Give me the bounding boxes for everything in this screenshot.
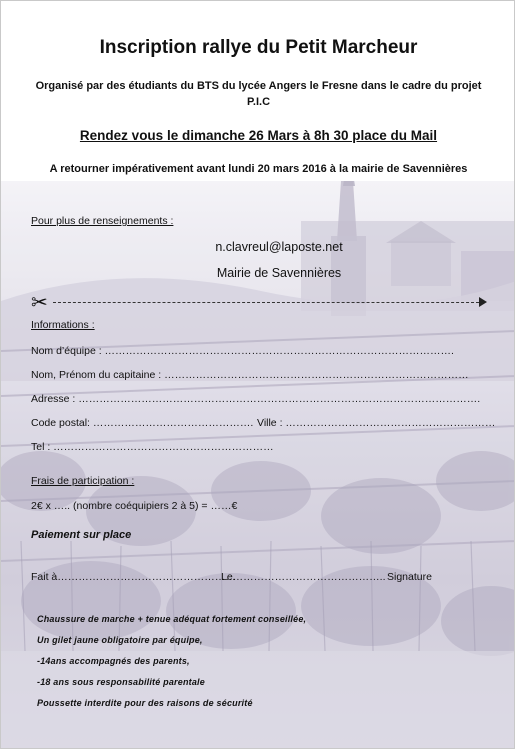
signature-label: Signature — [387, 571, 432, 583]
note-item: Poussette interdite pour des raisons de sécurité — [37, 698, 253, 708]
return-deadline: A retourner impérativement avant lundi 20 mars 2016 à la mairie de Savennières — [49, 163, 468, 175]
organizer-line: Organisé par des étudiants du BTS du lycée Angers le Fresne dans le cadre du projet P.I.C — [35, 80, 482, 108]
note-item: Chaussure de marche + tenue adéquat fortement conseillée, — [37, 614, 307, 624]
payment-note: Paiement sur place — [31, 529, 132, 541]
note-item: -14ans accompagnés des parents, — [37, 656, 190, 666]
captain-name-field[interactable]: Nom, Prénom du capitaine : …………………………………………………………………………… — [31, 369, 469, 381]
cut-line — [53, 302, 479, 303]
note-item: Un gilet jaune obligatoire par équipe, — [37, 635, 203, 645]
note-item: -18 ans sous responsabilité parentale — [37, 677, 205, 687]
contact-mairie: Mairie de Savennières — [216, 266, 342, 280]
date-field[interactable]: Le…………………………………….. — [221, 571, 386, 583]
page-title: Inscription rallye du Petit Marcheur — [99, 37, 418, 58]
phone-field[interactable]: Tel : ……………………………………………………… — [31, 441, 274, 453]
info-contact-label: Pour plus de renseignements : — [31, 215, 174, 227]
scissors-icon: ✂ — [31, 292, 48, 314]
arrow-right-icon — [479, 297, 487, 307]
contact-email[interactable]: n.clavreul@laposte.net — [215, 240, 343, 254]
fees-label: Frais de participation : — [31, 475, 135, 487]
team-name-field[interactable]: Nom d’équipe : ………………………………………………………………………………………. — [31, 345, 454, 357]
meeting-info: Rendez vous le dimanche 26 Mars à 8h 30 place du Mail — [79, 128, 438, 143]
fees-line: 2€ x ….. (nombre coéquipiers 2 à 5) = ……€ — [31, 500, 238, 512]
postal-code-field[interactable]: Code postal: ………………………………………. — [31, 417, 254, 429]
informations-label: Informations : — [31, 319, 95, 331]
place-field[interactable]: Fait à…………………………………………… — [31, 571, 236, 583]
city-field[interactable]: Ville : …………………………………………………… — [257, 417, 496, 429]
address-field[interactable]: Adresse : ……………………………………………………………………………………………………. — [31, 393, 481, 405]
